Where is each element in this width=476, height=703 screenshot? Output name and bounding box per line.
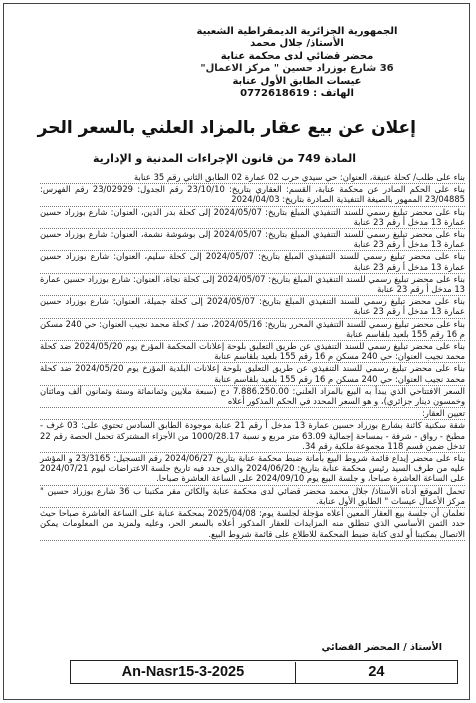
signature-line: الأستاذ / المحضر القضائي [321, 642, 442, 653]
header-line: الأستاذ/ جلال محمد [250, 38, 344, 50]
edition-code: An-Nasr15-3-2025 [71, 662, 296, 683]
body-paragraph: بناء على محضر إيداع قائمة شروط البيع بأمانة ضبط محكمة عنابة بتاريخ 2024/06/27 رقم التسجيل: 23/3165 و المؤشر عليه من طرف السيد رئيس محكمة عنابة بتاريخ: 2024/06/20 والذي حدد فيه تاريخ جلسة الاعتراضات ليوم 2024/07/21 على الساعة العاشرة صباحا، و جلسة البيع يوم 2024/09/10 على الساعة العاشرة صباحا. [40, 453, 465, 486]
body-paragraph: تحمل الموقع أدناه الأستاذ/ جلال محمد محضر قضائي لدى محكمة عنابة والكائن مقر مكتبنا ب 36 شارع بوزراد حسين " مركز الأعمال عيسات " الطابق الأول عنابة. [40, 486, 465, 508]
body-paragraph: بناء على طلب/ كحلة عنيفة، العنوان: حي سيدي حرب 02 عمارة 02 الطابق الثاني رقم 35 عنابة [40, 172, 465, 184]
header-line: الجمهورية الجزائرية الديمقراطية الشعبية [196, 26, 398, 37]
body-paragraph: شقة سكنية كائنة بشارع بوزراد حسين عمارة 13 مدخل أ رقم 21 عنابة موجودة الطابق السادس تحتوي على: 03 غرف - مطبخ - رواق - شرفة - بمساحة إجمالية 63.09 متر مربع و نسبة 1000/28.17 من الأجزاء المشتركة تحمل الحصة رقم 22 تدخل ضمن قسم 118 مجموعة ملكية رقم 34. [40, 420, 465, 453]
body-paragraph: السعر الافتتاحي الذي يبدأ به البيع بالمزاد العلني: 7.886.250.00 دج (سبعة ملايين وثمانمائة وستة وثمانون ألف ومائتان وخمسون دينار جزائري)، و هو السعر المحدد في الحكم المذكور أعلاه [40, 386, 465, 408]
body-paragraph: بناء على محضر تبليغ رسمي للسند التنفيذي عن طريق التعليق بلوحة إعلانات البلدية المؤرخ يوم 2024/05/20 ضد كحلة محمد نجيب العنوان: حي 240 مسكن م 16 رقم 155 بلعيد بلقاسم عنابة [40, 363, 465, 385]
header-line: 36 شارع بوزراد حسين " مركز الاعمال" [200, 63, 394, 75]
body-paragraph: بناء على محضر تبليغ رسمي للسند التنفيذي المبلغ بتاريخ: 2024/05/07 إلى كحلة نجاة، العنوان: شارع بوزراد حسين عمارة 13 مدخل أ رقم 23 عنابة [40, 274, 465, 296]
notice-title: إعلان عن بيع عقار بالمزاد العلني بالسعر الحر [37, 118, 416, 138]
body-paragraph: بناء على محضر تبليغ رسمي للسند التنفيذي المبلغ بتاريخ: 2024/05/07 إلى بوشوشة نشمة، العنوان: شارع بوزراد حسين عمارة 13 مدخل أ رقم 23 عنابة [40, 229, 465, 251]
body-paragraph: بناء على محضر تبليغ رسمي للسند التنفيذي المحرر بتاريخ: 2024/05/16، ضد / كحلة محمد نجيب العنوان: حي 240 مسكن م 16 رقم 155 بلعيد بلقاسم عنابة [40, 319, 465, 341]
body-paragraph: بناء على محضر تبليغ رسمي للسند التنفيذي عن طريق التعليق بلوحة إعلانات المحكمة المؤرخ يوم 2024/05/20 ضد كحلة محمد نجيب العنوان: حي 240 مسكن م 16 رقم 155 بلعيد بلقاسم عنابة [40, 341, 465, 363]
header-line: الهاتف : 0772618619 [240, 88, 354, 100]
body-paragraph: تعيين العقار: [40, 408, 465, 420]
body-paragraph: نعلمان أن جلسة بيع العقار المعين أعلاه مؤجلة لجلسة يوم: 2025/04/08 بمحكمة عنابة على الساعة العاشرة صباحا حيث حدد الثمن الأساسي الذي تنطلق منه المزايدات للعقار المذكور أعلاه بالسعر الحر، وعليه ولمزيد من المعلومات يمكن الاتصال بمكتبنا أو لدى كتابة ضبط المحكمة للاطلاع على قائمة شروط البيع. [40, 508, 465, 541]
body-paragraph: بناء على الحكم الصادر عن محكمة عنابة، القسم: العقاري بتاريخ: 23/10/10 رقم الجدول: 23/02929 رقم الفهرس: 23/04885 الممهور بالصيغة التنفيذية الصادرة بتاريخ: 2024/04/03 [40, 184, 465, 206]
body-paragraph: بناء على محضر تبليغ رسمي للسند التنفيذي المبلغ بتاريخ: 2024/05/07 إلى كحلة بدر الدين، العنوان: شارع بوزراد حسين عمارة 13 مدخل أ رقم 23 عنابة [40, 207, 465, 229]
notice-body [40, 172, 465, 541]
page-number: 24 [368, 664, 385, 680]
body-paragraph: بناء على محضر تبليغ رسمي للسند التنفيذي المبلغ بتاريخ: 2024/05/07 إلى كحلة جميلة، العنوان: شارع بوزراد حسين عمارة 13 مدخل أ رقم 23 عنابة [40, 296, 465, 318]
body-paragraph: بناء على محضر تبليغ رسمي للسند التنفيذي المبلغ بتاريخ: 2024/05/07 إلى كحلة سليم، العنوان: شارع بوزراد حسين عمارة 13 مدخل أ رقم 23 عنابة [40, 251, 465, 273]
bailiff-header [132, 26, 462, 100]
header-line: محضر قضائي لدى محكمة عنابة [220, 50, 374, 62]
header-line: عيسات الطابق الأول عنابة [232, 75, 362, 87]
notice-subtitle: المادة 749 من قانون الإجراءات المدنية و الإدارية [93, 152, 356, 165]
page-footer [70, 660, 458, 684]
